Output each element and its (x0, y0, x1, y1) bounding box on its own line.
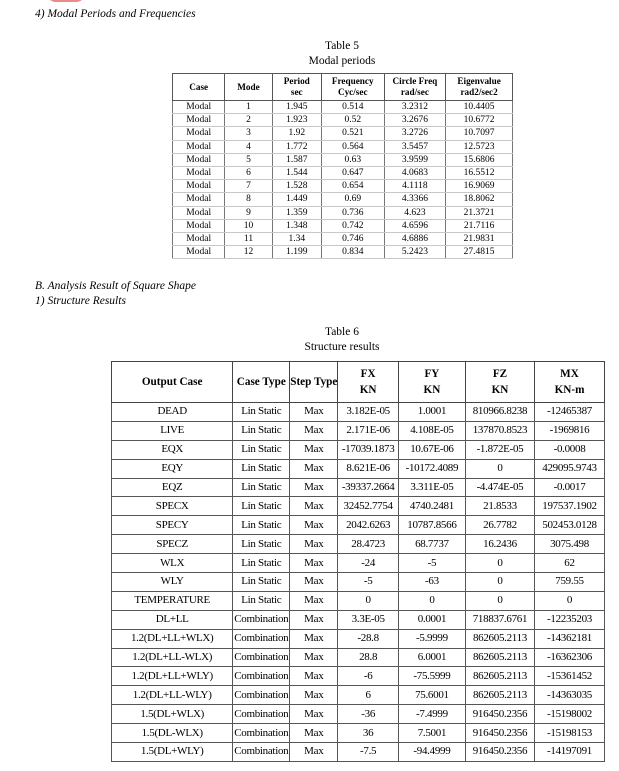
fz-cell: 21.8533 (465, 497, 534, 516)
case-cell: Modal (173, 180, 225, 193)
fz-cell: 137870.8523 (465, 421, 534, 440)
mode-cell: 10 (225, 219, 272, 232)
fx-cell: 36 (338, 724, 399, 743)
mx-cell: 429095.9743 (534, 459, 604, 478)
eigenvalue-cell: 16.9069 (446, 180, 513, 193)
case-type-cell: Lin Static (233, 573, 290, 592)
mode-cell: 4 (225, 140, 272, 153)
mx-cell: -14197091 (534, 743, 604, 762)
output-case-cell: 1.5(DL+WLY) (112, 743, 233, 762)
table-row (112, 403, 605, 422)
circle-freq-cell: 3.9599 (384, 153, 446, 166)
step-type-cell: Max (290, 459, 338, 478)
frequency-cell: 0.736 (321, 206, 384, 219)
case-type-cell: Lin Static (233, 403, 290, 422)
table5-header-circle-freq: Circle Freq rad/sec (384, 74, 446, 101)
fx-cell: 0 (338, 591, 399, 610)
fx-cell: 3.3E-05 (338, 610, 399, 629)
fz-cell: 0 (465, 591, 534, 610)
eigenvalue-cell: 10.7097 (446, 127, 513, 140)
mode-cell: 7 (225, 180, 272, 193)
step-type-cell: Max (290, 667, 338, 686)
fx-cell: -28.8 (338, 629, 399, 648)
step-type-cell: Max (290, 478, 338, 497)
frequency-cell: 0.514 (321, 101, 384, 114)
step-type-cell: Max (290, 629, 338, 648)
fx-cell: 8.621E-06 (338, 459, 399, 478)
fx-cell: -17039.1873 (338, 440, 399, 459)
eigenvalue-cell: 12.5723 (446, 140, 513, 153)
fx-cell: -6 (338, 667, 399, 686)
fz-cell: 718837.6761 (465, 610, 534, 629)
table-row (112, 591, 605, 610)
step-type-cell: Max (290, 403, 338, 422)
fy-cell: 68.7737 (398, 535, 465, 554)
mode-cell: 12 (225, 246, 272, 259)
table-row (173, 180, 513, 193)
case-cell: Modal (173, 114, 225, 127)
fx-cell: -24 (338, 554, 399, 573)
table-row (112, 573, 605, 592)
table-row (112, 629, 605, 648)
case-type-cell: Lin Static (233, 535, 290, 554)
step-type-cell: Max (290, 724, 338, 743)
case-cell: Modal (173, 140, 225, 153)
table6-header-output-case: Output Case (112, 362, 233, 403)
fz-cell: 0 (465, 573, 534, 592)
fy-cell: -10172.4089 (398, 459, 465, 478)
period-cell: 1.945 (272, 101, 321, 114)
table-row (112, 497, 605, 516)
mx-cell: -14363035 (534, 686, 604, 705)
circle-freq-cell: 4.623 (384, 206, 446, 219)
output-case-cell: WLY (112, 573, 233, 592)
case-type-cell: Lin Static (233, 554, 290, 573)
fy-cell: 6.0001 (398, 648, 465, 667)
output-case-cell: 1.2(DL+LL-WLX) (112, 648, 233, 667)
period-cell: 1.587 (272, 153, 321, 166)
table-row (112, 724, 605, 743)
mx-cell: -14362181 (534, 629, 604, 648)
table5-header-frequency: Frequency Cyc/sec (321, 74, 384, 101)
fz-cell: 810966.8238 (465, 403, 534, 422)
table-row (112, 554, 605, 573)
case-type-cell: Lin Static (233, 516, 290, 535)
fz-cell: 862605.2113 (465, 629, 534, 648)
mx-cell: -12235203 (534, 610, 604, 629)
table-row (173, 101, 513, 114)
mode-cell: 9 (225, 206, 272, 219)
fx-cell: 2.171E-06 (338, 421, 399, 440)
circle-freq-cell: 4.3366 (384, 193, 446, 206)
case-type-cell: Combination (233, 629, 290, 648)
eigenvalue-cell: 21.3721 (446, 206, 513, 219)
case-type-cell: Combination (233, 648, 290, 667)
circle-freq-cell: 3.2676 (384, 114, 446, 127)
case-cell: Modal (173, 206, 225, 219)
step-type-cell: Max (290, 705, 338, 724)
step-type-cell: Max (290, 743, 338, 762)
eigenvalue-cell: 16.5512 (446, 166, 513, 179)
fz-cell: 26.7782 (465, 516, 534, 535)
table5-header-period: Period sec (272, 74, 321, 101)
fx-cell: 28.8 (338, 648, 399, 667)
case-type-cell: Lin Static (233, 421, 290, 440)
fy-cell: -5.9999 (398, 629, 465, 648)
circle-freq-cell: 4.6886 (384, 232, 446, 245)
fy-cell: -63 (398, 573, 465, 592)
fy-cell: 0 (398, 591, 465, 610)
eigenvalue-cell: 18.8062 (446, 193, 513, 206)
mode-cell: 3 (225, 127, 272, 140)
fx-cell: -36 (338, 705, 399, 724)
period-cell: 1.359 (272, 206, 321, 219)
period-cell: 1.449 (272, 193, 321, 206)
fy-cell: 4.108E-05 (398, 421, 465, 440)
table6-caption-number: Table 6 (324, 326, 359, 338)
fx-cell: 28.4723 (338, 535, 399, 554)
table5-body (173, 101, 513, 259)
mx-cell: 0 (534, 591, 604, 610)
modal-periods-table (172, 73, 513, 259)
circle-freq-cell: 4.1118 (384, 180, 446, 193)
table-row (112, 667, 605, 686)
mx-cell: 62 (534, 554, 604, 573)
circle-freq-cell: 5.2423 (384, 246, 446, 259)
table5-header-case: Case (173, 74, 225, 101)
mx-cell: -16362306 (534, 648, 604, 667)
case-cell: Modal (173, 219, 225, 232)
frequency-cell: 0.742 (321, 219, 384, 232)
table-row (173, 193, 513, 206)
table5-header-mode: Mode (225, 74, 272, 101)
table5-header-row (173, 74, 513, 101)
eigenvalue-cell: 15.6806 (446, 153, 513, 166)
table-row (173, 246, 513, 259)
fz-cell: 0 (465, 554, 534, 573)
fy-cell: 10.67E-06 (398, 440, 465, 459)
fy-cell: -5 (398, 554, 465, 573)
period-cell: 1.199 (272, 246, 321, 259)
mode-cell: 11 (225, 232, 272, 245)
fy-cell: 1.0001 (398, 403, 465, 422)
fy-cell: 3.311E-05 (398, 478, 465, 497)
case-type-cell: Lin Static (233, 497, 290, 516)
table-row (112, 440, 605, 459)
fx-cell: 2042.6263 (338, 516, 399, 535)
output-case-cell: DL+LL (112, 610, 233, 629)
table-row (173, 114, 513, 127)
circle-freq-cell: 3.5457 (384, 140, 446, 153)
period-cell: 1.923 (272, 114, 321, 127)
table-row (173, 153, 513, 166)
mx-cell: -15198002 (534, 705, 604, 724)
table6-header-row (112, 362, 605, 403)
frequency-cell: 0.52 (321, 114, 384, 127)
period-cell: 1.772 (272, 140, 321, 153)
mode-cell: 5 (225, 153, 272, 166)
fy-cell: -7.4999 (398, 705, 465, 724)
table-row (173, 140, 513, 153)
fx-cell: -5 (338, 573, 399, 592)
frequency-cell: 0.746 (321, 232, 384, 245)
eigenvalue-cell: 21.9831 (446, 232, 513, 245)
fy-cell: 10787.8566 (398, 516, 465, 535)
step-type-cell: Max (290, 686, 338, 705)
output-case-cell: SPECY (112, 516, 233, 535)
mode-cell: 6 (225, 166, 272, 179)
table-row (112, 686, 605, 705)
fx-cell: -7.5 (338, 743, 399, 762)
output-case-cell: 1.2(DL+LL+WLX) (112, 629, 233, 648)
output-case-cell: TEMPERATURE (112, 591, 233, 610)
structure-results-table (111, 361, 605, 762)
fy-cell: -75.5999 (398, 667, 465, 686)
section-heading-structure-results: 1) Structure Results (35, 295, 126, 307)
decorative-mark (46, 0, 86, 2)
frequency-cell: 0.521 (321, 127, 384, 140)
table-row (173, 166, 513, 179)
mx-cell: -1969816 (534, 421, 604, 440)
circle-freq-cell: 3.2312 (384, 101, 446, 114)
fz-cell: 916450.2356 (465, 743, 534, 762)
circle-freq-cell: 3.2726 (384, 127, 446, 140)
frequency-cell: 0.654 (321, 180, 384, 193)
table-row (112, 459, 605, 478)
case-type-cell: Combination (233, 743, 290, 762)
case-cell: Modal (173, 166, 225, 179)
output-case-cell: LIVE (112, 421, 233, 440)
case-type-cell: Combination (233, 686, 290, 705)
step-type-cell: Max (290, 610, 338, 629)
case-type-cell: Lin Static (233, 591, 290, 610)
table-row (173, 219, 513, 232)
fx-cell: 6 (338, 686, 399, 705)
table5-caption-number: Table 5 (324, 40, 359, 52)
mode-cell: 8 (225, 193, 272, 206)
fz-cell: 862605.2113 (465, 648, 534, 667)
case-cell: Modal (173, 246, 225, 259)
table6-body (112, 403, 605, 762)
step-type-cell: Max (290, 516, 338, 535)
fz-cell: -4.474E-05 (465, 478, 534, 497)
eigenvalue-cell: 10.4405 (446, 101, 513, 114)
fz-cell: -1.872E-05 (465, 440, 534, 459)
section-heading-modal-periods: 4) Modal Periods and Frequencies (35, 8, 196, 20)
mx-cell: 3075.498 (534, 535, 604, 554)
case-type-cell: Combination (233, 724, 290, 743)
mode-cell: 1 (225, 101, 272, 114)
step-type-cell: Max (290, 535, 338, 554)
period-cell: 1.544 (272, 166, 321, 179)
eigenvalue-cell: 27.4815 (446, 246, 513, 259)
table-row (112, 610, 605, 629)
table6-caption-title: Structure results (304, 341, 380, 353)
case-type-cell: Lin Static (233, 478, 290, 497)
table-row (112, 535, 605, 554)
case-type-cell: Lin Static (233, 459, 290, 478)
output-case-cell: SPECZ (112, 535, 233, 554)
fy-cell: 4740.2481 (398, 497, 465, 516)
frequency-cell: 0.564 (321, 140, 384, 153)
table-row (112, 516, 605, 535)
circle-freq-cell: 4.0683 (384, 166, 446, 179)
fz-cell: 916450.2356 (465, 705, 534, 724)
table-row (112, 705, 605, 724)
fy-cell: 7.5001 (398, 724, 465, 743)
table-row (173, 232, 513, 245)
table6-header-step-type: Step Type (290, 362, 338, 403)
case-cell: Modal (173, 193, 225, 206)
step-type-cell: Max (290, 440, 338, 459)
table-row (173, 127, 513, 140)
table-row (173, 206, 513, 219)
step-type-cell: Max (290, 648, 338, 667)
fz-cell: 916450.2356 (465, 724, 534, 743)
circle-freq-cell: 4.6596 (384, 219, 446, 232)
table5-header-eigenvalue: Eigenvalue rad2/sec2 (446, 74, 513, 101)
output-case-cell: 1.2(DL+LL+WLY) (112, 667, 233, 686)
table6-header-mx: MX KN-m (534, 362, 604, 403)
case-type-cell: Combination (233, 610, 290, 629)
table6-header-fx: FX KN (338, 362, 399, 403)
step-type-cell: Max (290, 554, 338, 573)
table-row (112, 421, 605, 440)
output-case-cell: EQY (112, 459, 233, 478)
step-type-cell: Max (290, 591, 338, 610)
eigenvalue-cell: 21.7116 (446, 219, 513, 232)
mx-cell: -0.0008 (534, 440, 604, 459)
eigenvalue-cell: 10.6772 (446, 114, 513, 127)
table6-header-fy: FY KN (398, 362, 465, 403)
section-heading-analysis-result: B. Analysis Result of Square Shape (35, 280, 196, 292)
output-case-cell: SPECX (112, 497, 233, 516)
output-case-cell: DEAD (112, 403, 233, 422)
case-type-cell: Combination (233, 667, 290, 686)
step-type-cell: Max (290, 497, 338, 516)
fx-cell: 32452.7754 (338, 497, 399, 516)
period-cell: 1.528 (272, 180, 321, 193)
case-cell: Modal (173, 153, 225, 166)
case-cell: Modal (173, 232, 225, 245)
fy-cell: 0.0001 (398, 610, 465, 629)
output-case-cell: WLX (112, 554, 233, 573)
output-case-cell: EQZ (112, 478, 233, 497)
mx-cell: -15361452 (534, 667, 604, 686)
mode-cell: 2 (225, 114, 272, 127)
fx-cell: 3.182E-05 (338, 403, 399, 422)
table6-header-fz: FZ KN (465, 362, 534, 403)
fz-cell: 16.2436 (465, 535, 534, 554)
period-cell: 1.348 (272, 219, 321, 232)
fy-cell: -94.4999 (398, 743, 465, 762)
table-row (112, 743, 605, 762)
mx-cell: 197537.1902 (534, 497, 604, 516)
mx-cell: -15198153 (534, 724, 604, 743)
fz-cell: 862605.2113 (465, 686, 534, 705)
fz-cell: 862605.2113 (465, 667, 534, 686)
frequency-cell: 0.63 (321, 153, 384, 166)
fy-cell: 75.6001 (398, 686, 465, 705)
table-row (112, 478, 605, 497)
period-cell: 1.34 (272, 232, 321, 245)
case-type-cell: Combination (233, 705, 290, 724)
output-case-cell: EQX (112, 440, 233, 459)
table5-caption (292, 39, 392, 69)
case-type-cell: Lin Static (233, 440, 290, 459)
table5-caption-title: Modal periods (308, 55, 376, 67)
mx-cell: -0.0017 (534, 478, 604, 497)
step-type-cell: Max (290, 421, 338, 440)
case-cell: Modal (173, 101, 225, 114)
period-cell: 1.92 (272, 127, 321, 140)
step-type-cell: Max (290, 573, 338, 592)
mx-cell: -12465387 (534, 403, 604, 422)
frequency-cell: 0.647 (321, 166, 384, 179)
table6-caption (292, 325, 392, 355)
frequency-cell: 0.69 (321, 193, 384, 206)
output-case-cell: 1.2(DL+LL-WLY) (112, 686, 233, 705)
output-case-cell: 1.5(DL+WLX) (112, 705, 233, 724)
mx-cell: 759.55 (534, 573, 604, 592)
mx-cell: 502453.0128 (534, 516, 604, 535)
output-case-cell: 1.5(DL-WLX) (112, 724, 233, 743)
fx-cell: -39337.2664 (338, 478, 399, 497)
table6-header-case-type: Case Type (233, 362, 290, 403)
case-cell: Modal (173, 127, 225, 140)
fz-cell: 0 (465, 459, 534, 478)
table-row (112, 648, 605, 667)
frequency-cell: 0.834 (321, 246, 384, 259)
